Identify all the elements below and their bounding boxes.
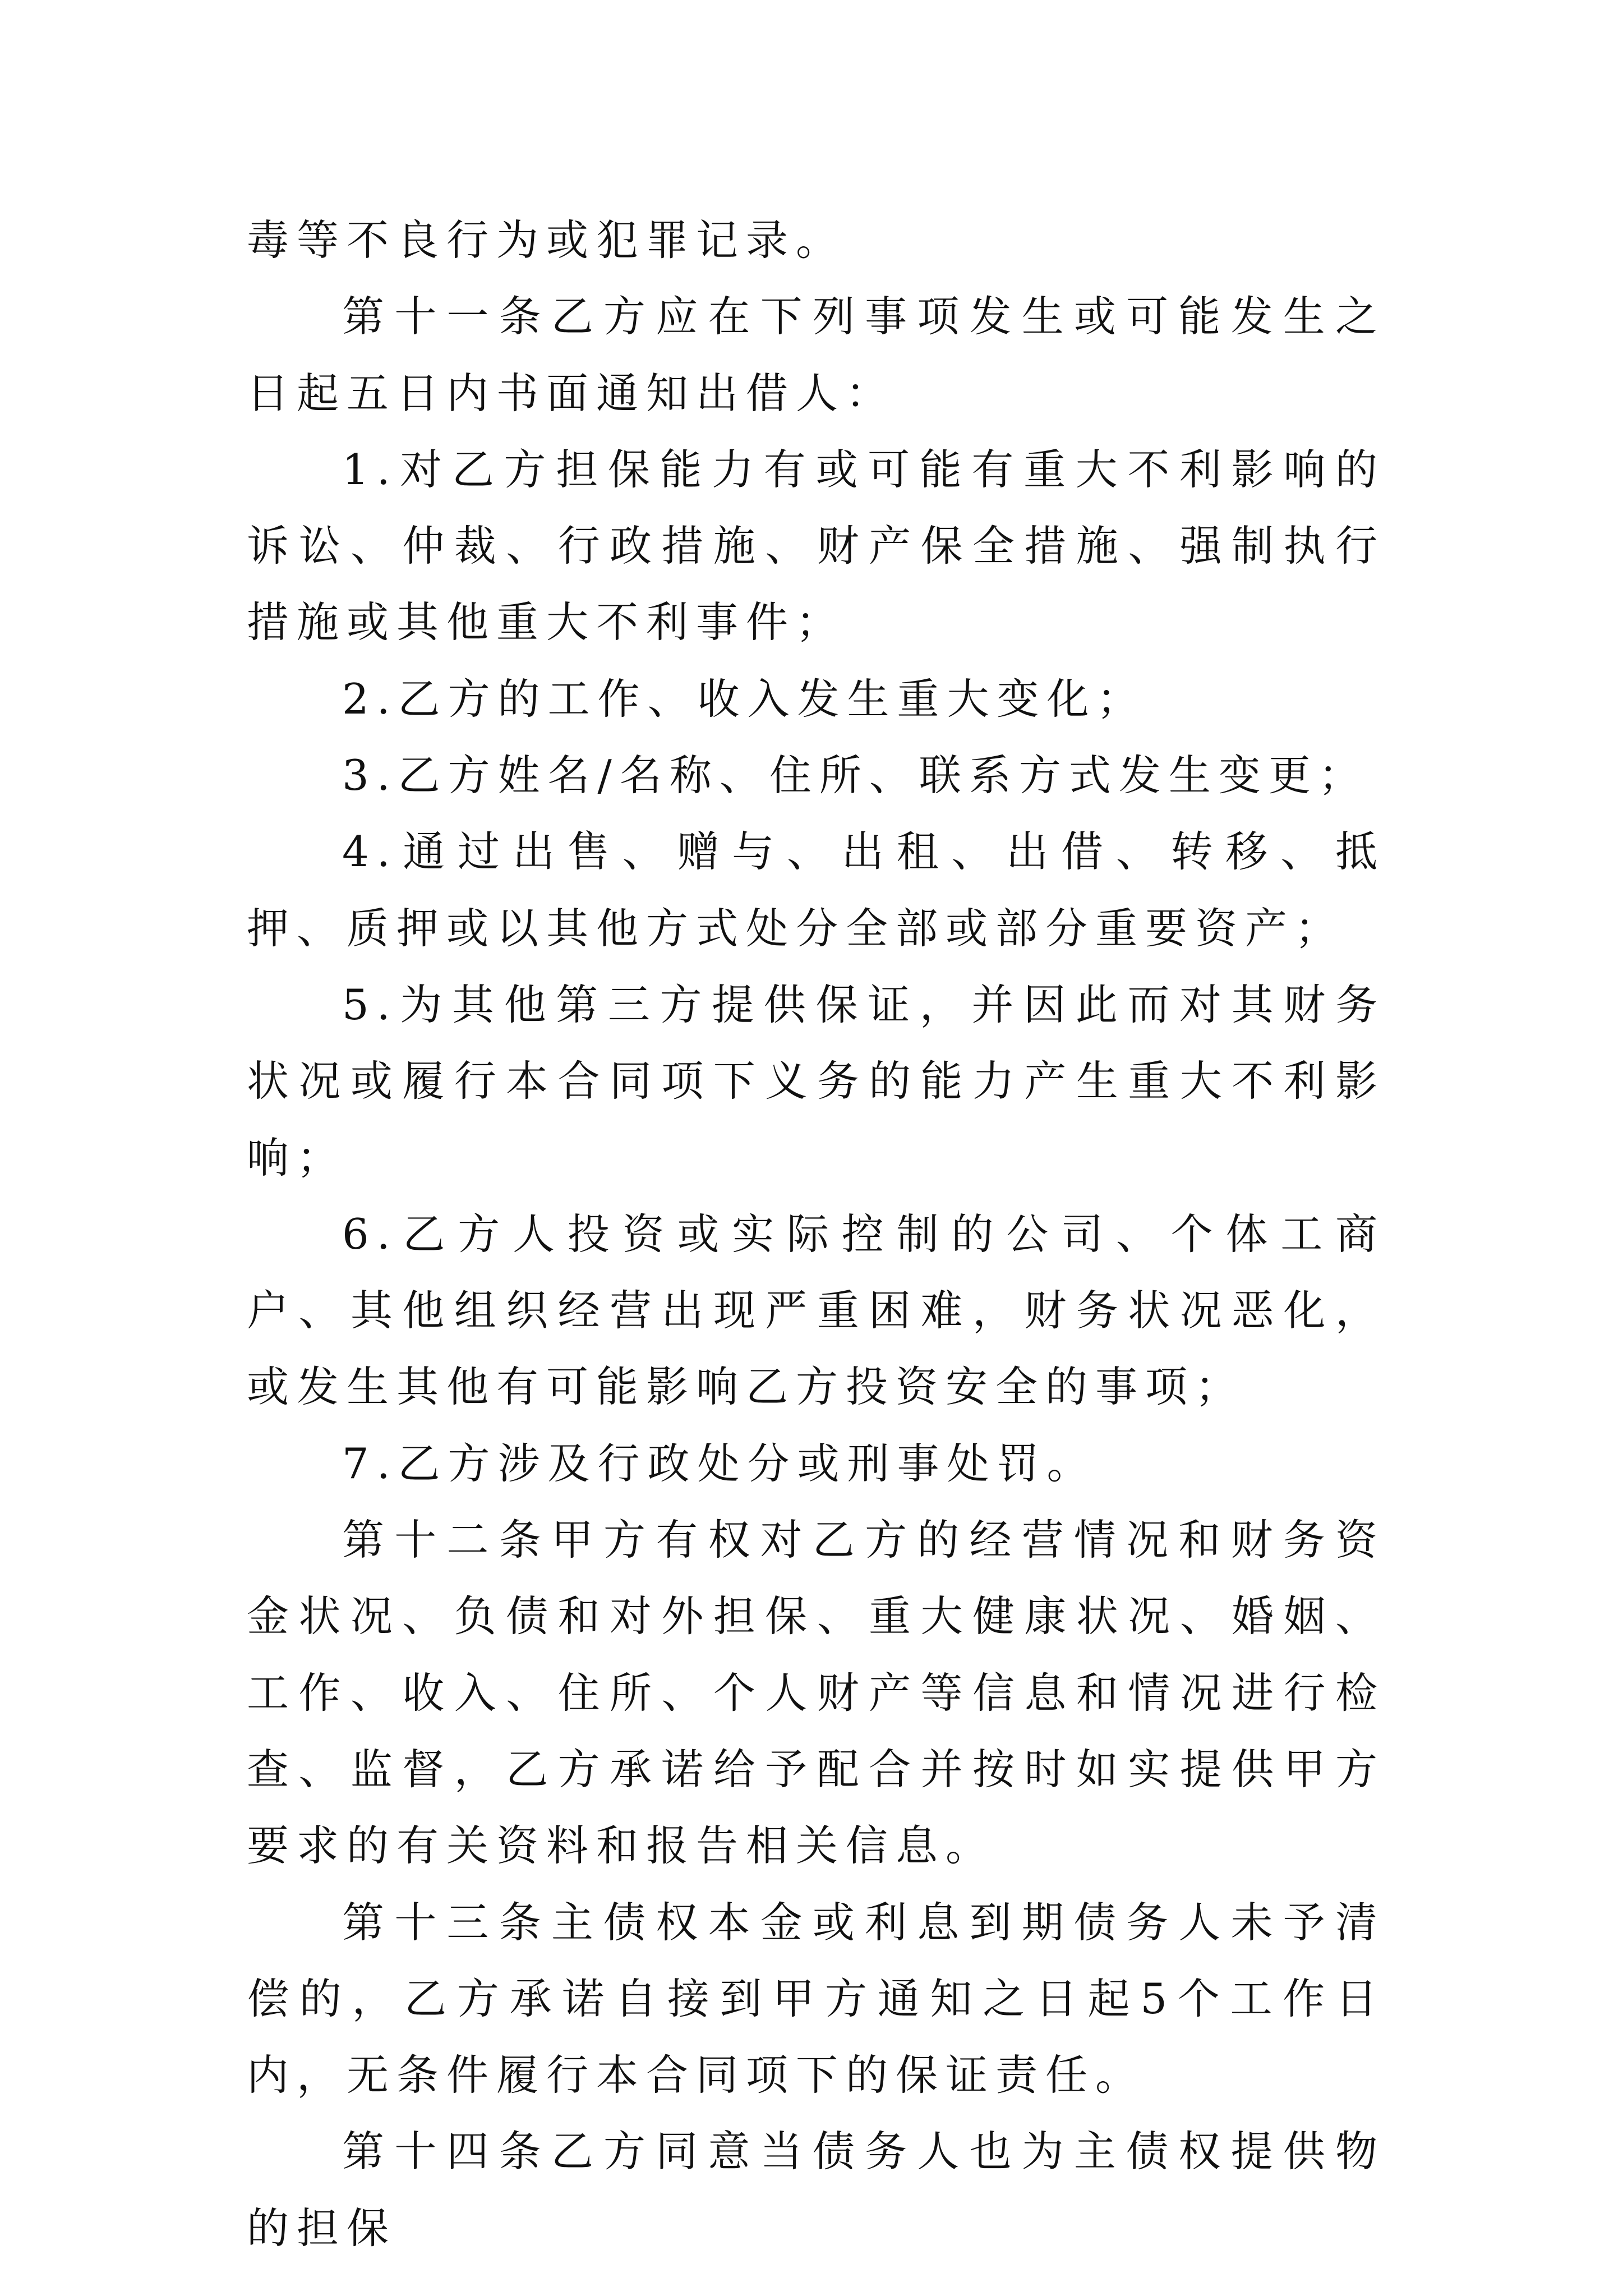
paragraph-item-5: 5.为其他第三方提供保证，并因此而对其财务状况或履行本合同项下义务的能力产生重大不利影响； [247, 979, 1385, 1182]
paragraph-item-7: 7.乙方涉及行政处分或刑事处罚。 [342, 1438, 1097, 1488]
paragraph-article-14: 第十四条乙方同意当债务人也为主债权提供物的担保 [247, 2127, 1385, 2253]
paragraph-article-11: 第十一条乙方应在下列事项发生或可能发生之日起五日内书面通知出借人： [247, 292, 1385, 418]
paragraph-item-4: 4.通过出售、赠与、出租、出借、转移、抵押、质押或以其他方式处分全部或部分重要资产； [247, 827, 1385, 953]
paragraph-article-12: 第十二条甲方有权对乙方的经营情况和财务资金状况、负债和对外担保、重大健康状况、婚姻、工作、收入、住所、个人财产等信息和情况进行检查、监督，乙方承诺给予配合并按时如实提供甲方要求的有关资料和报告相关信息。 [247, 1515, 1385, 1871]
paragraph-item-2: 2.乙方的工作、收入发生重大变化； [342, 674, 1147, 724]
paragraph-item-1: 1.对乙方担保能力有或可能有重大不利影响的诉讼、仲裁、行政措施、财产保全措施、强制执行措施或其他重大不利事件； [247, 444, 1385, 647]
paragraph-item-6: 6.乙方人投资或实际控制的公司、个体工商户、其他组织经营出现严重困难，财务状况恶化，或发生其他有可能影响乙方投资安全的事项； [247, 1209, 1385, 1412]
paragraph-continuation: 毒等不良行为或犯罪记录。 [247, 215, 846, 265]
paragraph-article-13: 第十三条主债权本金或利息到期债务人未予清偿的，乙方承诺自接到甲方通知之日起5个工作日内，无条件履行本合同项下的保证责任。 [247, 1897, 1385, 2100]
paragraph-item-3: 3.乙方姓名/名称、住所、联系方式发生变更； [342, 751, 1368, 800]
document-body [247, 202, 1385, 2266]
